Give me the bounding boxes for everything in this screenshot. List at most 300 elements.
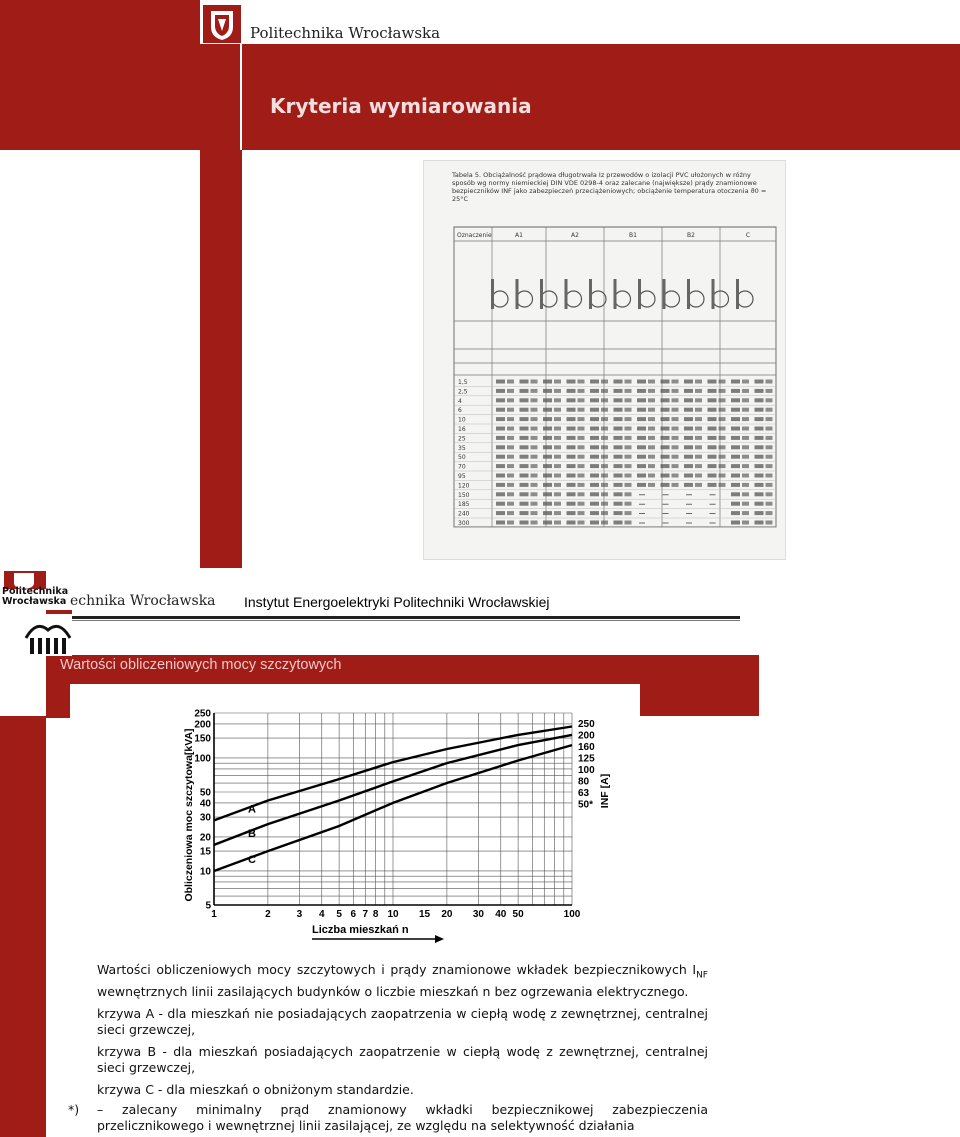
- scanned-ampacity-table: [423, 160, 786, 560]
- scan-cell-value: [719, 417, 726, 421]
- scan-cell-value: [648, 483, 655, 487]
- slide1-brand-name: Politechnika Wrocławska: [250, 24, 441, 42]
- scan-cell-value: [684, 417, 693, 421]
- scan-cell-value: [695, 380, 702, 384]
- curve-a-description: krzywa A - dla mieszkań nie posiadających zaopatrzenia w ciepłą wodę z zewnętrznej, centralnej sieci grzewczej,: [97, 1005, 708, 1037]
- scan-row-label: 120: [458, 482, 470, 490]
- curve-c-description: krzywa C - dla mieszkań o obniżonym standardzie.: [97, 1081, 414, 1097]
- scan-cell-value: [625, 521, 632, 525]
- scan-cell-value: [755, 389, 764, 393]
- scan-cell-value: [648, 380, 655, 384]
- scan-cell-value: [578, 521, 585, 525]
- scan-cell-value: [719, 380, 726, 384]
- scan-cell-value: [719, 398, 726, 402]
- scan-cell-value: [637, 474, 646, 478]
- scan-pictogram: [615, 291, 631, 307]
- scan-cell-value: [507, 445, 514, 449]
- scan-cell-value: [766, 417, 773, 421]
- description-line2: wewnętrznych linii zasilających budynków o liczbie mieszkań n bez ogrzewania elektrycznego.: [97, 983, 689, 999]
- scan-cell-value: [755, 474, 764, 478]
- scan-cell-value: [590, 511, 599, 515]
- scan-cell-value: [590, 474, 599, 478]
- scan-cell-value: [684, 455, 693, 459]
- scan-cell-value: [567, 474, 576, 478]
- scan-cell-value: [554, 417, 561, 421]
- scan-cell-value: [742, 455, 749, 459]
- scan-cell-value: [520, 511, 529, 515]
- scan-cell-value: [507, 464, 514, 468]
- y-tick-label: 200: [194, 719, 211, 731]
- scan-cell-value: [742, 502, 749, 506]
- scan-cell-value: [755, 436, 764, 440]
- scan-cell-value: [695, 408, 702, 412]
- scan-cell-value: [708, 483, 717, 487]
- scan-cell-value: [625, 436, 632, 440]
- scan-cell-value: [695, 483, 702, 487]
- scan-cell-value: [531, 483, 538, 487]
- footnote-text: – zalecany minimalny prąd znamionowy wkładki bezpiecznikowej zabezpieczenia przelicznikowego i wewnętrznej linii zasilającej, ze względu na selektywność działania: [97, 1102, 708, 1133]
- scan-cell-value: [496, 521, 505, 525]
- description-line1: Wartości obliczeniowych mocy szczytowych i prądy znamionowe wkładek bezpiecznikowych: [97, 962, 687, 977]
- scan-cell-value: [648, 389, 655, 393]
- scan-cell-value: [695, 474, 702, 478]
- scan-cell-value: [755, 511, 764, 515]
- scan-cell-value: [543, 492, 552, 496]
- scan-cell-value: [531, 436, 538, 440]
- scan-cell-value: [567, 389, 576, 393]
- scan-cell-value: [742, 483, 749, 487]
- scan-row-label: 4: [458, 397, 462, 405]
- scan-header-label: Oznaczenie: [457, 232, 492, 239]
- scan-wall-mark: [565, 279, 568, 309]
- scan-cell-value: [567, 398, 576, 402]
- scan-cell-value: [554, 445, 561, 449]
- scan-pictogram: [664, 291, 680, 307]
- scan-cell-value: [554, 492, 561, 496]
- scan-cell-value: [520, 398, 529, 402]
- scan-cell-value: [684, 483, 693, 487]
- x-tick-label: 6: [350, 909, 357, 920]
- scan-row-label: 95: [458, 473, 466, 480]
- scan-cell-value: [590, 380, 599, 384]
- scan-cell-value: [520, 502, 529, 506]
- scan-cell-value: [531, 427, 538, 431]
- scan-cell-value: [672, 483, 679, 487]
- scan-cell-value: [590, 436, 599, 440]
- scan-cell-value: [601, 445, 608, 449]
- scan-cell-value: [567, 380, 576, 384]
- x-tick-label: 20: [441, 909, 453, 920]
- scan-cell-value: [601, 455, 608, 459]
- scan-cell-value: [601, 474, 608, 478]
- scan-pictogram: [713, 291, 729, 307]
- scanned-table-caption: Tabela 5. Obciążalność prądowa długotrwała Iz przewodów o izolacji PVC ułożonych w różny sposób wg normy niemieckiej DIN VDE 0298-4 oraz zalecane (największe) prądy znamionowe bezpieczników INF jako zabezpieczeń przeciążeniowych; obciążenie temperatura otoczenia ϑ0 = 25°C: [452, 171, 767, 203]
- scan-cell-value: [496, 436, 505, 440]
- scan-row-label: 16: [458, 426, 466, 433]
- scan-cell-value: [766, 427, 773, 431]
- scan-cell-value: [507, 521, 514, 525]
- scan-cell-value: [648, 455, 655, 459]
- scan-pictogram: [639, 291, 655, 307]
- scan-wall-mark: [687, 279, 690, 309]
- scan-cell-value: [755, 380, 764, 384]
- scan-cell-value: [755, 483, 764, 487]
- scan-cell-value: [601, 389, 608, 393]
- scan-cell-value: [543, 521, 552, 525]
- scan-cell-value: [625, 427, 632, 431]
- scan-cell-value: [695, 436, 702, 440]
- y-axis-label: Obliczeniowa moc szczytowa[kVA]: [183, 728, 195, 902]
- x-tick-label: 8: [372, 909, 379, 920]
- scan-cell-value: [637, 380, 646, 384]
- scan-cell-value: [625, 408, 632, 412]
- scan-cell-value: [661, 474, 670, 478]
- series-label-b: B: [248, 827, 256, 840]
- scan-cell-value: [590, 389, 599, 393]
- scan-cell-value: [766, 464, 773, 468]
- y-tick-label: 5: [205, 900, 211, 912]
- scan-cell-value: [755, 464, 764, 468]
- scan-row-label: 1,5: [458, 379, 468, 386]
- scan-cell-value: [684, 474, 693, 478]
- scan-cell-value: [578, 502, 585, 506]
- scan-cell-value: [648, 427, 655, 431]
- scan-cell-value: [554, 427, 561, 431]
- scan-header-label: B2: [687, 232, 695, 239]
- scan-cell-value: [567, 408, 576, 412]
- scan-cell-value: [496, 502, 505, 506]
- scan-cell-value: [637, 427, 646, 431]
- y2-tick-label: 200: [578, 730, 595, 742]
- scan-cell-value: [496, 483, 505, 487]
- scan-cell-value: [507, 398, 514, 402]
- scan-cell-value: [578, 389, 585, 393]
- scan-cell-value: [648, 398, 655, 402]
- scan-cell-value: [742, 511, 749, 515]
- scan-cell-value: [578, 483, 585, 487]
- scan-cell-value: [531, 380, 538, 384]
- scan-cell-value: [614, 492, 623, 496]
- scan-cell-value: [766, 502, 773, 506]
- scan-row-label: 10: [458, 416, 466, 424]
- y2-tick-label: 160: [578, 742, 595, 753]
- scan-cell-value: [648, 408, 655, 412]
- scan-row-label: 150: [458, 491, 470, 499]
- scan-cell-value: [554, 502, 561, 506]
- y-tick-label: 50: [199, 787, 211, 799]
- scan-cell-value: [648, 417, 655, 421]
- scan-cell-value: [567, 436, 576, 440]
- scan-cell-value: [731, 511, 740, 515]
- scan-cell-value: [672, 455, 679, 459]
- scan-cell-value: [531, 511, 538, 515]
- scan-cell-value: [731, 521, 740, 525]
- scan-cell-value: [507, 427, 514, 431]
- scan-cell-value: [567, 464, 576, 468]
- scan-cell-value: [661, 389, 670, 393]
- scan-cell-value: [731, 502, 740, 506]
- scan-wall-mark: [516, 279, 519, 309]
- scan-cell-value: [708, 380, 717, 384]
- scan-cell-value: [695, 427, 702, 431]
- scan-cell-value: [672, 380, 679, 384]
- scan-cell-value: [496, 417, 505, 421]
- scan-cell-value: [614, 398, 623, 402]
- scan-cell-value: [531, 398, 538, 402]
- scan-cell-value: [531, 474, 538, 478]
- x-tick-label: 100: [563, 909, 581, 920]
- scan-cell-value: [601, 436, 608, 440]
- scan-cell-value: [661, 408, 670, 412]
- scan-wall-mark: [589, 279, 592, 309]
- scan-cell-value: [672, 417, 679, 421]
- scan-cell-value: [661, 427, 670, 431]
- scan-cell-value: [672, 389, 679, 393]
- scan-cell-value: [531, 408, 538, 412]
- scan-cell-value: [625, 511, 632, 515]
- scan-cell-value: [567, 502, 576, 506]
- scan-cell-value: [543, 502, 552, 506]
- scan-cell-value: [554, 464, 561, 468]
- header-rule: [70, 616, 740, 619]
- scan-cell-value: [578, 398, 585, 402]
- scan-cell-value: [684, 389, 693, 393]
- scan-cell-value: [567, 492, 576, 496]
- scan-cell-value: [708, 398, 717, 402]
- scan-wall-mark: [491, 279, 494, 309]
- scan-cell-value: [507, 380, 514, 384]
- y-tick-label: 20: [199, 832, 211, 844]
- scan-cell-value: [543, 427, 552, 431]
- scan-cell-value: [601, 427, 608, 431]
- scan-cell-value: [590, 464, 599, 468]
- scan-cell-value: [708, 455, 717, 459]
- scan-cell-value: [554, 398, 561, 402]
- y2-tick-label: 50*: [578, 799, 594, 811]
- footnote-mark: *): [68, 1102, 80, 1117]
- scan-cell-value: [578, 511, 585, 515]
- scan-cell-value: [731, 389, 740, 393]
- scan-pictogram: [688, 291, 704, 307]
- slide2-title: Wartości obliczeniowych mocy szczytowych: [60, 657, 342, 673]
- scan-cell-value: [543, 455, 552, 459]
- scan-cell-value: [731, 408, 740, 412]
- scan-cell-value: [543, 464, 552, 468]
- scan-cell-value: [637, 398, 646, 402]
- scan-cell-value: [543, 417, 552, 421]
- scan-cell-value: [661, 380, 670, 384]
- scan-cell-value: [661, 417, 670, 421]
- scan-cell-value: [567, 427, 576, 431]
- scan-cell-value: [742, 492, 749, 496]
- scan-wall-mark: [712, 279, 715, 309]
- scan-cell-value: [520, 445, 529, 449]
- scan-cell-value: [625, 455, 632, 459]
- scan-cell-value: [590, 408, 599, 412]
- scan-cell-value: [742, 445, 749, 449]
- scan-cell-value: [742, 389, 749, 393]
- scan-cell-value: [496, 492, 505, 496]
- inf-symbol: I: [692, 962, 697, 977]
- scan-cell-value: [578, 492, 585, 496]
- scan-cell-value: [531, 445, 538, 449]
- description-paragraph: [97, 962, 708, 1000]
- scan-cell-value: [695, 417, 702, 421]
- scan-cell-value: [755, 398, 764, 402]
- y-tick-label: 40: [199, 798, 211, 810]
- scan-cell-value: [601, 483, 608, 487]
- scan-cell-value: [578, 455, 585, 459]
- slide2-logo-text: Politechnika Wrocławska: [2, 586, 69, 607]
- slide1-title: Kryteria wymiarowania: [270, 94, 532, 118]
- scan-cell-value: [672, 408, 679, 412]
- y2-tick-label: 80: [578, 776, 590, 788]
- scan-cell-value: [766, 511, 773, 515]
- slide1-red-strip: [200, 150, 242, 568]
- scan-cell-value: [755, 427, 764, 431]
- scan-cell-value: [731, 427, 740, 431]
- scan-cell-value: [507, 492, 514, 496]
- scan-row-label: 35: [458, 444, 466, 452]
- scan-cell-value: [742, 380, 749, 384]
- university-crest-icon: [203, 5, 241, 43]
- scan-cell-value: [766, 455, 773, 459]
- scan-cell-value: [567, 483, 576, 487]
- scan-row-label: 300: [458, 520, 470, 527]
- scan-cell-value: [507, 483, 514, 487]
- scan-cell-value: [601, 408, 608, 412]
- scan-cell-value: [625, 398, 632, 402]
- scan-cell-value: [520, 464, 529, 468]
- scan-cell-value: [731, 417, 740, 421]
- scan-cell-value: [531, 389, 538, 393]
- scan-cell-value: [543, 408, 552, 412]
- scan-cell-value: [731, 380, 740, 384]
- x-tick-label: 10: [387, 909, 399, 920]
- scan-cell-value: [590, 417, 599, 421]
- scan-cell-value: [614, 455, 623, 459]
- scan-cell-value: [766, 436, 773, 440]
- scan-row-label: 25: [458, 435, 466, 443]
- scan-cell-value: [742, 398, 749, 402]
- scan-cell-value: [614, 464, 623, 468]
- scan-cell-value: [578, 380, 585, 384]
- scan-wall-mark: [663, 279, 666, 309]
- scan-cell-value: [625, 502, 632, 506]
- scan-cell-value: [672, 436, 679, 440]
- scan-cell-value: [614, 474, 623, 478]
- scan-cell-value: [625, 492, 632, 496]
- x-tick-label: 1: [211, 909, 217, 920]
- scan-cell-value: [520, 380, 529, 384]
- slide2-red-side: [0, 716, 46, 1137]
- scan-cell-value: [637, 436, 646, 440]
- scan-cell-value: [520, 521, 529, 525]
- scan-row-label: 6: [458, 407, 462, 415]
- x-tick-label: 5: [336, 909, 342, 920]
- scan-cell-value: [625, 474, 632, 478]
- scan-cell-value: [554, 436, 561, 440]
- scan-cell-value: [554, 455, 561, 459]
- scan-cell-value: [496, 398, 505, 402]
- scan-cell-value: [731, 464, 740, 468]
- scan-cell-value: [520, 474, 529, 478]
- scan-cell-value: [590, 483, 599, 487]
- scan-cell-value: [695, 464, 702, 468]
- scan-cell-value: [614, 436, 623, 440]
- x-tick-label: 4: [318, 909, 325, 920]
- scan-cell-value: [496, 455, 505, 459]
- scan-cell-value: [708, 474, 717, 478]
- scan-cell-value: [520, 408, 529, 412]
- scan-cell-value: [496, 389, 505, 393]
- scan-cell-value: [672, 474, 679, 478]
- scan-cell-value: [766, 492, 773, 496]
- scan-cell-value: [708, 464, 717, 468]
- scan-cell-value: [554, 511, 561, 515]
- scan-cell-value: [507, 408, 514, 412]
- scan-cell-value: [661, 464, 670, 468]
- scan-cell-value: [695, 389, 702, 393]
- scan-cell-value: [648, 436, 655, 440]
- chart-svg: [180, 705, 610, 950]
- scan-pictogram: [590, 291, 606, 307]
- scan-cell-value: [672, 427, 679, 431]
- scan-cell-value: [578, 445, 585, 449]
- scan-cell-value: [648, 474, 655, 478]
- scan-cell-value: [567, 417, 576, 421]
- scan-cell-value: [578, 474, 585, 478]
- peak-power-chart: [180, 705, 610, 950]
- scan-cell-value: [614, 511, 623, 515]
- x-tick-label: 3: [296, 909, 303, 920]
- scan-cell-value: [637, 455, 646, 459]
- scan-cell-value: [496, 445, 505, 449]
- scan-cell-value: [766, 408, 773, 412]
- scan-cell-value: [637, 483, 646, 487]
- scan-cell-value: [507, 389, 514, 393]
- scan-cell-value: [590, 521, 599, 525]
- scan-cell-value: [520, 455, 529, 459]
- scan-cell-value: [755, 502, 764, 506]
- scan-wall-mark: [638, 279, 641, 309]
- slide2-brand-name: echnika Wrocławska: [70, 593, 216, 609]
- scan-table-border: [454, 227, 776, 527]
- scan-cell-value: [719, 427, 726, 431]
- curve-b-description: krzywa B - dla mieszkań posiadających zaopatrzenie w ciepłą wodę z zewnętrznej, centralnej sieci grzewczej,: [97, 1043, 708, 1075]
- scan-cell-value: [554, 483, 561, 487]
- building-logo-icon: [24, 614, 72, 656]
- scan-cell-value: [520, 492, 529, 496]
- scan-cell-value: [648, 464, 655, 468]
- x-tick-label: 15: [418, 909, 431, 920]
- scan-cell-value: [719, 483, 726, 487]
- scan-cell-value: [554, 521, 561, 525]
- scan-cell-value: [578, 427, 585, 431]
- scan-cell-value: [742, 408, 749, 412]
- scan-cell-value: [543, 436, 552, 440]
- scan-cell-value: [766, 398, 773, 402]
- scan-cell-value: [731, 436, 740, 440]
- scan-cell-value: [590, 492, 599, 496]
- scan-cell-value: [766, 521, 773, 525]
- scan-cell-value: [543, 483, 552, 487]
- scan-cell-value: [637, 417, 646, 421]
- scan-cell-value: [719, 455, 726, 459]
- scan-cell-value: [731, 483, 740, 487]
- scan-cell-value: [496, 474, 505, 478]
- y-tick-label: 10: [199, 866, 211, 878]
